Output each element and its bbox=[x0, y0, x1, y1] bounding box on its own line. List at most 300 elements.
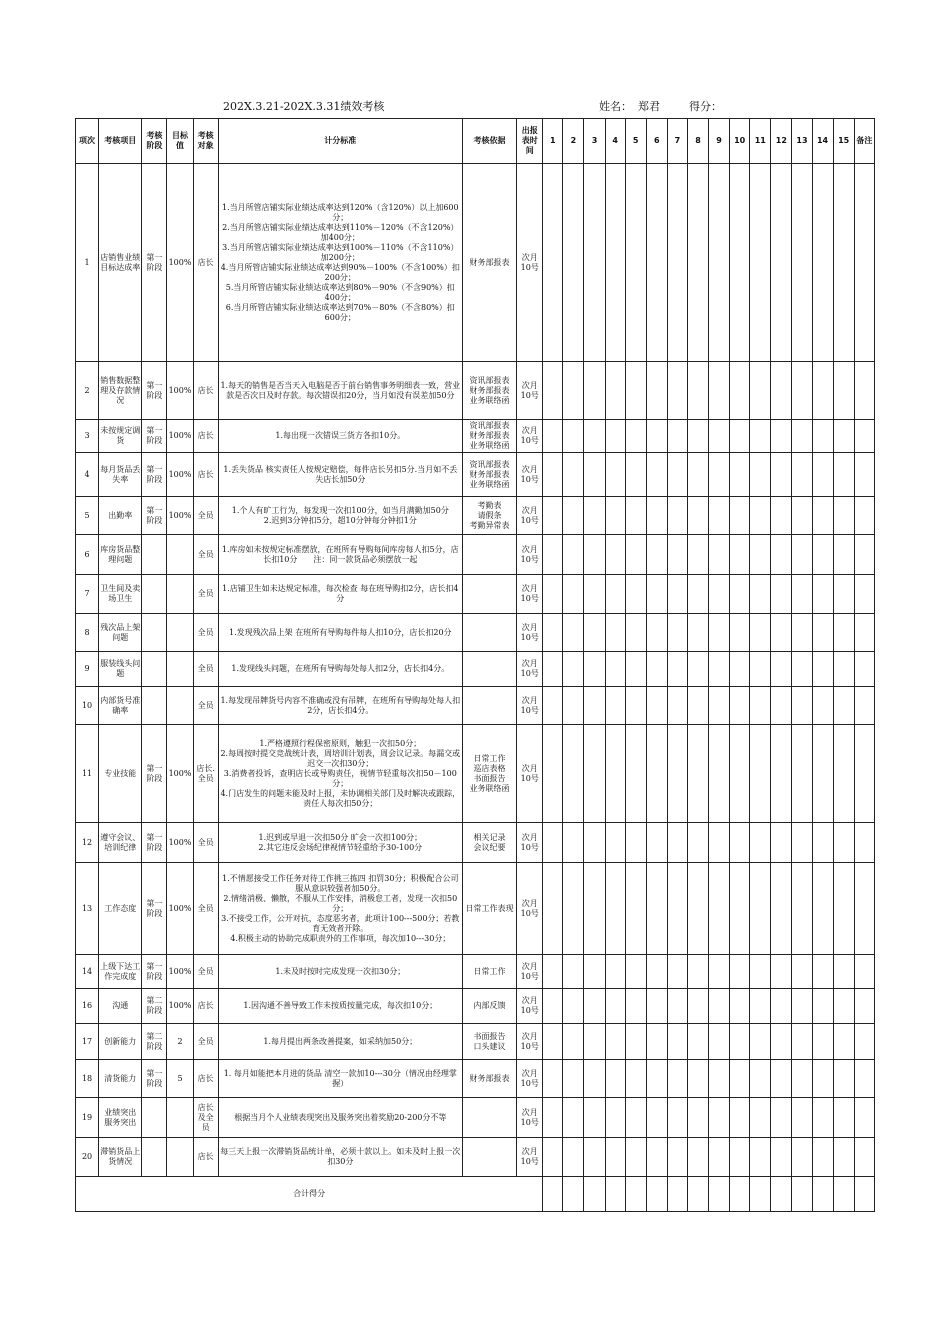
score-cell[interactable] bbox=[625, 1024, 646, 1060]
score-cell[interactable] bbox=[605, 614, 625, 652]
score-cell[interactable] bbox=[543, 497, 563, 535]
score-cell[interactable] bbox=[812, 420, 833, 453]
score-cell[interactable] bbox=[667, 420, 687, 453]
score-cell[interactable] bbox=[709, 1024, 730, 1060]
score-cell[interactable] bbox=[646, 362, 667, 420]
score-cell[interactable] bbox=[646, 535, 667, 575]
score-cell[interactable] bbox=[833, 955, 854, 989]
score-cell[interactable] bbox=[730, 497, 750, 535]
score-cell[interactable] bbox=[750, 164, 771, 362]
score-cell[interactable] bbox=[812, 989, 833, 1024]
score-cell[interactable] bbox=[625, 614, 646, 652]
score-cell[interactable] bbox=[771, 955, 792, 989]
remark-cell[interactable] bbox=[854, 1024, 874, 1060]
score-cell[interactable] bbox=[812, 1060, 833, 1098]
total-score-cell[interactable] bbox=[812, 1177, 833, 1212]
score-cell[interactable] bbox=[563, 1060, 584, 1098]
score-cell[interactable] bbox=[709, 1060, 730, 1098]
remark-cell[interactable] bbox=[854, 453, 874, 497]
score-cell[interactable] bbox=[687, 1060, 708, 1098]
score-cell[interactable] bbox=[605, 955, 625, 989]
score-cell[interactable] bbox=[687, 725, 708, 823]
score-cell[interactable] bbox=[584, 575, 605, 614]
score-cell[interactable] bbox=[605, 725, 625, 823]
score-cell[interactable] bbox=[750, 497, 771, 535]
score-cell[interactable] bbox=[833, 1138, 854, 1177]
score-cell[interactable] bbox=[625, 652, 646, 687]
score-cell[interactable] bbox=[605, 575, 625, 614]
score-cell[interactable] bbox=[833, 453, 854, 497]
score-cell[interactable] bbox=[709, 614, 730, 652]
score-cell[interactable] bbox=[792, 652, 812, 687]
score-cell[interactable] bbox=[605, 1138, 625, 1177]
score-cell[interactable] bbox=[563, 823, 584, 863]
remark-cell[interactable] bbox=[854, 1098, 874, 1138]
score-cell[interactable] bbox=[730, 575, 750, 614]
score-cell[interactable] bbox=[812, 164, 833, 362]
score-cell[interactable] bbox=[750, 1098, 771, 1138]
score-cell[interactable] bbox=[584, 652, 605, 687]
score-cell[interactable] bbox=[687, 362, 708, 420]
score-cell[interactable] bbox=[833, 1060, 854, 1098]
score-cell[interactable] bbox=[543, 362, 563, 420]
score-cell[interactable] bbox=[792, 863, 812, 955]
score-cell[interactable] bbox=[771, 535, 792, 575]
score-cell[interactable] bbox=[563, 863, 584, 955]
score-cell[interactable] bbox=[750, 725, 771, 823]
score-cell[interactable] bbox=[625, 1098, 646, 1138]
score-cell[interactable] bbox=[625, 823, 646, 863]
score-cell[interactable] bbox=[667, 614, 687, 652]
score-cell[interactable] bbox=[687, 823, 708, 863]
score-cell[interactable] bbox=[812, 575, 833, 614]
total-score-cell[interactable] bbox=[750, 1177, 771, 1212]
score-cell[interactable] bbox=[833, 575, 854, 614]
score-cell[interactable] bbox=[709, 164, 730, 362]
score-cell[interactable] bbox=[812, 453, 833, 497]
score-cell[interactable] bbox=[605, 989, 625, 1024]
score-cell[interactable] bbox=[730, 614, 750, 652]
score-cell[interactable] bbox=[625, 863, 646, 955]
score-cell[interactable] bbox=[543, 1098, 563, 1138]
score-cell[interactable] bbox=[750, 420, 771, 453]
score-cell[interactable] bbox=[563, 614, 584, 652]
score-cell[interactable] bbox=[584, 614, 605, 652]
score-cell[interactable] bbox=[563, 1138, 584, 1177]
remark-cell[interactable] bbox=[854, 725, 874, 823]
score-cell[interactable] bbox=[584, 420, 605, 453]
score-cell[interactable] bbox=[792, 1138, 812, 1177]
total-score-cell[interactable] bbox=[854, 1177, 874, 1212]
score-cell[interactable] bbox=[605, 497, 625, 535]
score-cell[interactable] bbox=[730, 420, 750, 453]
score-cell[interactable] bbox=[646, 652, 667, 687]
score-cell[interactable] bbox=[792, 535, 812, 575]
score-cell[interactable] bbox=[687, 687, 708, 725]
score-cell[interactable] bbox=[563, 687, 584, 725]
score-cell[interactable] bbox=[750, 614, 771, 652]
total-score-cell[interactable] bbox=[833, 1177, 854, 1212]
score-cell[interactable] bbox=[833, 1098, 854, 1138]
score-cell[interactable] bbox=[543, 1138, 563, 1177]
score-cell[interactable] bbox=[812, 614, 833, 652]
score-cell[interactable] bbox=[625, 362, 646, 420]
score-cell[interactable] bbox=[543, 575, 563, 614]
total-score-cell[interactable] bbox=[605, 1177, 625, 1212]
score-cell[interactable] bbox=[543, 687, 563, 725]
score-cell[interactable] bbox=[687, 497, 708, 535]
total-score-cell[interactable] bbox=[584, 1177, 605, 1212]
score-cell[interactable] bbox=[625, 497, 646, 535]
score-cell[interactable] bbox=[563, 362, 584, 420]
score-cell[interactable] bbox=[605, 687, 625, 725]
score-cell[interactable] bbox=[605, 1098, 625, 1138]
score-cell[interactable] bbox=[771, 1138, 792, 1177]
score-cell[interactable] bbox=[625, 687, 646, 725]
score-cell[interactable] bbox=[730, 863, 750, 955]
remark-cell[interactable] bbox=[854, 652, 874, 687]
score-cell[interactable] bbox=[771, 453, 792, 497]
score-cell[interactable] bbox=[646, 863, 667, 955]
score-cell[interactable] bbox=[584, 1098, 605, 1138]
score-cell[interactable] bbox=[709, 863, 730, 955]
score-cell[interactable] bbox=[709, 575, 730, 614]
score-cell[interactable] bbox=[792, 420, 812, 453]
remark-cell[interactable] bbox=[854, 863, 874, 955]
score-cell[interactable] bbox=[584, 164, 605, 362]
score-cell[interactable] bbox=[771, 420, 792, 453]
score-cell[interactable] bbox=[771, 362, 792, 420]
score-cell[interactable] bbox=[687, 535, 708, 575]
score-cell[interactable] bbox=[605, 362, 625, 420]
score-cell[interactable] bbox=[687, 863, 708, 955]
score-cell[interactable] bbox=[584, 863, 605, 955]
score-cell[interactable] bbox=[667, 575, 687, 614]
score-cell[interactable] bbox=[709, 652, 730, 687]
score-cell[interactable] bbox=[646, 497, 667, 535]
score-cell[interactable] bbox=[563, 652, 584, 687]
score-cell[interactable] bbox=[709, 823, 730, 863]
score-cell[interactable] bbox=[730, 1024, 750, 1060]
remark-cell[interactable] bbox=[854, 497, 874, 535]
score-cell[interactable] bbox=[833, 420, 854, 453]
score-cell[interactable] bbox=[625, 1138, 646, 1177]
score-cell[interactable] bbox=[543, 420, 563, 453]
score-cell[interactable] bbox=[771, 614, 792, 652]
score-cell[interactable] bbox=[646, 420, 667, 453]
score-cell[interactable] bbox=[584, 687, 605, 725]
remark-cell[interactable] bbox=[854, 1060, 874, 1098]
score-cell[interactable] bbox=[771, 687, 792, 725]
score-cell[interactable] bbox=[730, 164, 750, 362]
score-cell[interactable] bbox=[709, 989, 730, 1024]
score-cell[interactable] bbox=[667, 164, 687, 362]
score-cell[interactable] bbox=[605, 863, 625, 955]
score-cell[interactable] bbox=[625, 453, 646, 497]
score-cell[interactable] bbox=[584, 823, 605, 863]
score-cell[interactable] bbox=[750, 535, 771, 575]
score-cell[interactable] bbox=[771, 1024, 792, 1060]
score-cell[interactable] bbox=[584, 1060, 605, 1098]
score-cell[interactable] bbox=[646, 725, 667, 823]
score-cell[interactable] bbox=[709, 420, 730, 453]
score-cell[interactable] bbox=[687, 575, 708, 614]
total-score-cell[interactable] bbox=[771, 1177, 792, 1212]
score-cell[interactable] bbox=[584, 955, 605, 989]
score-cell[interactable] bbox=[646, 1098, 667, 1138]
score-cell[interactable] bbox=[625, 955, 646, 989]
score-cell[interactable] bbox=[709, 1138, 730, 1177]
score-cell[interactable] bbox=[667, 1024, 687, 1060]
score-cell[interactable] bbox=[667, 453, 687, 497]
score-cell[interactable] bbox=[563, 497, 584, 535]
score-cell[interactable] bbox=[812, 687, 833, 725]
score-cell[interactable] bbox=[625, 420, 646, 453]
score-cell[interactable] bbox=[792, 614, 812, 652]
score-cell[interactable] bbox=[667, 1060, 687, 1098]
score-cell[interactable] bbox=[771, 823, 792, 863]
score-cell[interactable] bbox=[750, 1060, 771, 1098]
score-cell[interactable] bbox=[750, 955, 771, 989]
score-cell[interactable] bbox=[792, 362, 812, 420]
total-score-cell[interactable] bbox=[646, 1177, 667, 1212]
score-cell[interactable] bbox=[646, 1138, 667, 1177]
score-cell[interactable] bbox=[750, 362, 771, 420]
score-cell[interactable] bbox=[812, 1138, 833, 1177]
score-cell[interactable] bbox=[563, 420, 584, 453]
score-cell[interactable] bbox=[792, 725, 812, 823]
score-cell[interactable] bbox=[543, 823, 563, 863]
score-cell[interactable] bbox=[771, 1098, 792, 1138]
score-cell[interactable] bbox=[687, 164, 708, 362]
score-cell[interactable] bbox=[709, 362, 730, 420]
score-cell[interactable] bbox=[833, 863, 854, 955]
score-cell[interactable] bbox=[563, 989, 584, 1024]
score-cell[interactable] bbox=[730, 725, 750, 823]
score-cell[interactable] bbox=[771, 1060, 792, 1098]
score-cell[interactable] bbox=[687, 652, 708, 687]
score-cell[interactable] bbox=[687, 614, 708, 652]
remark-cell[interactable] bbox=[854, 1138, 874, 1177]
total-score-cell[interactable] bbox=[543, 1177, 563, 1212]
score-cell[interactable] bbox=[605, 1060, 625, 1098]
score-cell[interactable] bbox=[667, 725, 687, 823]
score-cell[interactable] bbox=[833, 687, 854, 725]
score-cell[interactable] bbox=[646, 1024, 667, 1060]
score-cell[interactable] bbox=[646, 164, 667, 362]
score-cell[interactable] bbox=[646, 453, 667, 497]
score-cell[interactable] bbox=[543, 453, 563, 497]
score-cell[interactable] bbox=[584, 362, 605, 420]
score-cell[interactable] bbox=[584, 989, 605, 1024]
score-cell[interactable] bbox=[730, 687, 750, 725]
score-cell[interactable] bbox=[605, 823, 625, 863]
total-score-cell[interactable] bbox=[730, 1177, 750, 1212]
score-cell[interactable] bbox=[812, 1098, 833, 1138]
total-score-cell[interactable] bbox=[709, 1177, 730, 1212]
score-cell[interactable] bbox=[625, 575, 646, 614]
score-cell[interactable] bbox=[605, 453, 625, 497]
score-cell[interactable] bbox=[792, 823, 812, 863]
score-cell[interactable] bbox=[750, 687, 771, 725]
score-cell[interactable] bbox=[792, 1060, 812, 1098]
score-cell[interactable] bbox=[646, 614, 667, 652]
score-cell[interactable] bbox=[730, 362, 750, 420]
score-cell[interactable] bbox=[792, 497, 812, 535]
score-cell[interactable] bbox=[667, 863, 687, 955]
score-cell[interactable] bbox=[833, 497, 854, 535]
score-cell[interactable] bbox=[687, 1024, 708, 1060]
score-cell[interactable] bbox=[750, 453, 771, 497]
remark-cell[interactable] bbox=[854, 575, 874, 614]
score-cell[interactable] bbox=[709, 1098, 730, 1138]
score-cell[interactable] bbox=[667, 687, 687, 725]
score-cell[interactable] bbox=[833, 1024, 854, 1060]
score-cell[interactable] bbox=[563, 1098, 584, 1138]
score-cell[interactable] bbox=[709, 725, 730, 823]
score-cell[interactable] bbox=[667, 1138, 687, 1177]
score-cell[interactable] bbox=[750, 1138, 771, 1177]
score-cell[interactable] bbox=[543, 863, 563, 955]
score-cell[interactable] bbox=[709, 535, 730, 575]
remark-cell[interactable] bbox=[854, 823, 874, 863]
score-cell[interactable] bbox=[771, 725, 792, 823]
score-cell[interactable] bbox=[771, 652, 792, 687]
score-cell[interactable] bbox=[730, 535, 750, 575]
score-cell[interactable] bbox=[563, 535, 584, 575]
score-cell[interactable] bbox=[563, 955, 584, 989]
remark-cell[interactable] bbox=[854, 989, 874, 1024]
score-cell[interactable] bbox=[771, 164, 792, 362]
score-cell[interactable] bbox=[667, 535, 687, 575]
score-cell[interactable] bbox=[543, 535, 563, 575]
score-cell[interactable] bbox=[833, 989, 854, 1024]
score-cell[interactable] bbox=[625, 164, 646, 362]
score-cell[interactable] bbox=[605, 164, 625, 362]
score-cell[interactable] bbox=[792, 453, 812, 497]
score-cell[interactable] bbox=[833, 164, 854, 362]
score-cell[interactable] bbox=[605, 652, 625, 687]
score-cell[interactable] bbox=[812, 725, 833, 823]
score-cell[interactable] bbox=[667, 1098, 687, 1138]
score-cell[interactable] bbox=[543, 1024, 563, 1060]
score-cell[interactable] bbox=[771, 989, 792, 1024]
score-cell[interactable] bbox=[750, 575, 771, 614]
score-cell[interactable] bbox=[730, 453, 750, 497]
score-cell[interactable] bbox=[812, 535, 833, 575]
score-cell[interactable] bbox=[605, 420, 625, 453]
score-cell[interactable] bbox=[584, 725, 605, 823]
score-cell[interactable] bbox=[750, 989, 771, 1024]
score-cell[interactable] bbox=[709, 687, 730, 725]
total-score-cell[interactable] bbox=[563, 1177, 584, 1212]
score-cell[interactable] bbox=[771, 497, 792, 535]
score-cell[interactable] bbox=[750, 863, 771, 955]
score-cell[interactable] bbox=[625, 1060, 646, 1098]
score-cell[interactable] bbox=[792, 1024, 812, 1060]
score-cell[interactable] bbox=[833, 535, 854, 575]
total-score-cell[interactable] bbox=[625, 1177, 646, 1212]
score-cell[interactable] bbox=[812, 497, 833, 535]
score-cell[interactable] bbox=[646, 687, 667, 725]
score-cell[interactable] bbox=[730, 955, 750, 989]
score-cell[interactable] bbox=[584, 535, 605, 575]
total-score-cell[interactable] bbox=[687, 1177, 708, 1212]
score-cell[interactable] bbox=[833, 725, 854, 823]
score-cell[interactable] bbox=[730, 1098, 750, 1138]
score-cell[interactable] bbox=[771, 575, 792, 614]
score-cell[interactable] bbox=[667, 955, 687, 989]
score-cell[interactable] bbox=[543, 164, 563, 362]
score-cell[interactable] bbox=[543, 652, 563, 687]
score-cell[interactable] bbox=[812, 823, 833, 863]
score-cell[interactable] bbox=[563, 725, 584, 823]
score-cell[interactable] bbox=[833, 614, 854, 652]
score-cell[interactable] bbox=[792, 955, 812, 989]
score-cell[interactable] bbox=[687, 1138, 708, 1177]
score-cell[interactable] bbox=[605, 1024, 625, 1060]
score-cell[interactable] bbox=[730, 1060, 750, 1098]
score-cell[interactable] bbox=[667, 823, 687, 863]
score-cell[interactable] bbox=[667, 362, 687, 420]
score-cell[interactable] bbox=[730, 989, 750, 1024]
score-cell[interactable] bbox=[667, 652, 687, 687]
score-cell[interactable] bbox=[709, 453, 730, 497]
remark-cell[interactable] bbox=[854, 420, 874, 453]
score-cell[interactable] bbox=[543, 955, 563, 989]
score-cell[interactable] bbox=[646, 823, 667, 863]
score-cell[interactable] bbox=[605, 535, 625, 575]
score-cell[interactable] bbox=[771, 863, 792, 955]
score-cell[interactable] bbox=[812, 362, 833, 420]
remark-cell[interactable] bbox=[854, 955, 874, 989]
score-cell[interactable] bbox=[833, 362, 854, 420]
score-cell[interactable] bbox=[646, 575, 667, 614]
score-cell[interactable] bbox=[667, 989, 687, 1024]
score-cell[interactable] bbox=[812, 652, 833, 687]
score-cell[interactable] bbox=[543, 614, 563, 652]
score-cell[interactable] bbox=[730, 652, 750, 687]
score-cell[interactable] bbox=[667, 497, 687, 535]
score-cell[interactable] bbox=[812, 863, 833, 955]
score-cell[interactable] bbox=[625, 535, 646, 575]
score-cell[interactable] bbox=[833, 823, 854, 863]
score-cell[interactable] bbox=[625, 725, 646, 823]
score-cell[interactable] bbox=[543, 989, 563, 1024]
score-cell[interactable] bbox=[646, 1060, 667, 1098]
total-score-cell[interactable] bbox=[792, 1177, 812, 1212]
score-cell[interactable] bbox=[750, 1024, 771, 1060]
score-cell[interactable] bbox=[792, 164, 812, 362]
remark-cell[interactable] bbox=[854, 164, 874, 362]
score-cell[interactable] bbox=[833, 652, 854, 687]
total-score-cell[interactable] bbox=[667, 1177, 687, 1212]
score-cell[interactable] bbox=[750, 823, 771, 863]
score-cell[interactable] bbox=[584, 497, 605, 535]
score-cell[interactable] bbox=[792, 1098, 812, 1138]
remark-cell[interactable] bbox=[854, 614, 874, 652]
score-cell[interactable] bbox=[646, 955, 667, 989]
score-cell[interactable] bbox=[792, 687, 812, 725]
score-cell[interactable] bbox=[730, 1138, 750, 1177]
score-cell[interactable] bbox=[750, 652, 771, 687]
score-cell[interactable] bbox=[730, 823, 750, 863]
score-cell[interactable] bbox=[543, 1060, 563, 1098]
score-cell[interactable] bbox=[812, 1024, 833, 1060]
score-cell[interactable] bbox=[687, 453, 708, 497]
score-cell[interactable] bbox=[625, 989, 646, 1024]
score-cell[interactable] bbox=[687, 989, 708, 1024]
